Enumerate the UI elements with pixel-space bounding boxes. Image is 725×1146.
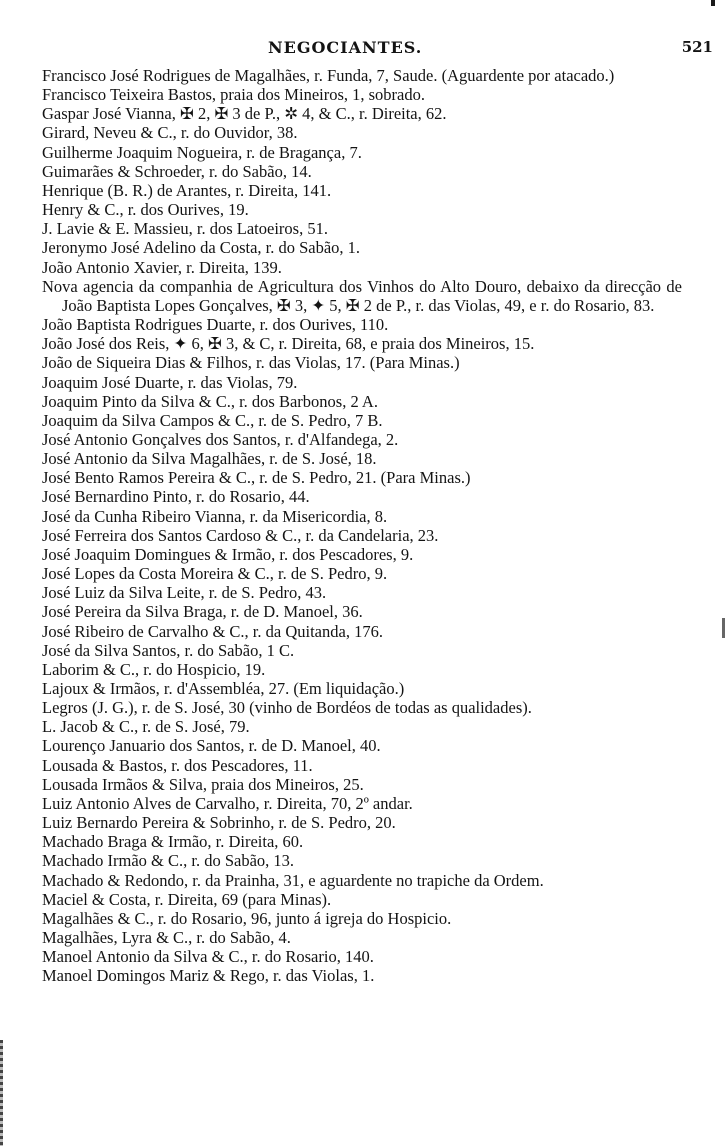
list-item: José Joaquim Domingues & Irmão, r. dos Pescadores, 9. xyxy=(42,544,414,564)
scan-artifact-top xyxy=(711,0,715,6)
list-item: Lousada Irmãos & Silva, praia dos Mineiros, 25. xyxy=(42,774,364,794)
list-item: José Ferreira dos Santos Cardoso & C., r. da Candelaria, 23. xyxy=(42,525,439,545)
list-item: Manoel Domingos Mariz & Rego, r. das Violas, 1. xyxy=(42,966,375,986)
list-item: Luiz Antonio Alves de Carvalho, r. Direita, 70, 2º andar. xyxy=(42,793,413,813)
list-item: Guimarães & Schroeder, r. do Sabão, 14. xyxy=(42,161,312,181)
running-title: NEGOCIANTES. xyxy=(268,38,423,57)
list-item: Lajoux & Irmãos, r. d'Assembléa, 27. (Em liquidação.) xyxy=(42,679,405,698)
list-item: José Bento Ramos Pereira & C., r. de S. Pedro, 21. (Para Minas.) xyxy=(42,468,471,488)
list-item: João José dos Reis, ✦ 6, ✠ 3, & C, r. Direita, 68, e praia dos Mineiros, 15. xyxy=(42,334,535,354)
list-item: Joaquim da Silva Campos & C., r. de S. Pedro, 7 B. xyxy=(42,410,383,430)
list-item: Luiz Bernardo Pereira & Sobrinho, r. de S. Pedro, 20. xyxy=(42,813,396,833)
list-item: José Lopes da Costa Moreira & C., r. de S. Pedro, 9. xyxy=(42,564,388,584)
list-item: João Baptista Rodrigues Duarte, r. dos Ourives, 110. xyxy=(42,315,389,335)
list-item: José da Silva Santos, r. do Sabão, 1 C. xyxy=(42,640,295,660)
list-item: José Luiz da Silva Leite, r. de S. Pedro, 43. xyxy=(42,583,327,603)
list-item: Machado Braga & Irmão, r. Direita, 60. xyxy=(42,832,304,852)
list-item: Henrique (B. R.) de Arantes, r. Direita, 141. xyxy=(42,180,332,200)
scan-artifact-left xyxy=(0,1040,3,1146)
list-item: Henry & C., r. dos Ourives, 19. xyxy=(42,200,249,220)
list-item: Joaquim José Duarte, r. das Violas, 79. xyxy=(42,372,298,392)
list-item: Lousada & Bastos, r. dos Pescadores, 11. xyxy=(42,755,313,775)
list-item: Laborim & C., r. do Hospicio, 19. xyxy=(42,659,266,679)
list-item: Francisco Teixeira Bastos, praia dos Mineiros, 1, sobrado. xyxy=(42,85,426,105)
list-item: José Pereira da Silva Braga, r. de D. Manoel, 36. xyxy=(42,602,363,622)
merchant-list xyxy=(42,66,682,986)
list-item: João Antonio Xavier, r. Direita, 139. xyxy=(42,257,282,277)
list-item: Joaquim Pinto da Silva & C., r. dos Barbonos, 2 A. xyxy=(42,391,378,411)
list-item: Legros (J. G.), r. de S. José, 30 (vinho de Bordéos de todas as qualidades). xyxy=(42,698,532,718)
list-item: Nova agencia da companhia de Agricultura dos Vinhos do Alto Douro, debaixo da direcção de João Baptista Lopes Gonçalves, ✠ 3, ✦ 5, ✠ 2 de P., r. das Violas, 49, e r. do Rosario, 83. xyxy=(42,276,682,315)
list-item: Jeronymo José Adelino da Costa, r. do Sabão, 1. xyxy=(42,238,361,258)
list-item: Magalhães & C., r. do Rosario, 96, junto á igreja do Hospicio. xyxy=(42,908,452,928)
list-item: Magalhães, Lyra & C., r. do Sabão, 4. xyxy=(42,928,291,948)
list-item: Guilherme Joaquim Nogueira, r. de Bragança, 7. xyxy=(42,142,362,162)
list-item: Machado & Redondo, r. da Prainha, 31, e aguardente no trapiche da Ordem. xyxy=(42,870,544,890)
list-item: José Antonio da Silva Magalhães, r. de S. José, 18. xyxy=(42,449,377,469)
list-item: J. Lavie & E. Massieu, r. dos Latoeiros, 51. xyxy=(42,219,328,239)
list-item: Machado Irmão & C., r. do Sabão, 13. xyxy=(42,851,295,871)
list-item: João de Siqueira Dias & Filhos, r. das Violas, 17. (Para Minas.) xyxy=(42,353,460,373)
list-item: José Bernardino Pinto, r. do Rosario, 44. xyxy=(42,487,310,507)
list-item: Francisco José Rodrigues de Magalhães, r. Funda, 7, Saude. (Aguardente por atacado.) xyxy=(42,66,615,85)
list-item: José Ribeiro de Carvalho & C., r. da Quitanda, 176. xyxy=(42,621,383,641)
list-item: José Antonio Gonçalves dos Santos, r. d'Alfandega, 2. xyxy=(42,429,399,449)
list-item: Lourenço Januario dos Santos, r. de D. Manoel, 40. xyxy=(42,736,381,756)
list-item: Maciel & Costa, r. Direita, 69 (para Minas). xyxy=(42,889,332,909)
list-item: Girard, Neveu & C., r. do Ouvidor, 38. xyxy=(42,123,298,143)
list-item: L. Jacob & C., r. de S. José, 79. xyxy=(42,717,250,737)
list-item: José da Cunha Ribeiro Vianna, r. da Misericordia, 8. xyxy=(42,506,388,526)
list-item: Manoel Antonio da Silva & C., r. do Rosario, 140. xyxy=(42,947,374,967)
list-item: Gaspar José Vianna, ✠ 2, ✠ 3 de P., ✲ 4, & C., r. Direita, 62. xyxy=(42,104,447,124)
page-header xyxy=(0,38,725,62)
page-number: 521 xyxy=(681,38,713,56)
